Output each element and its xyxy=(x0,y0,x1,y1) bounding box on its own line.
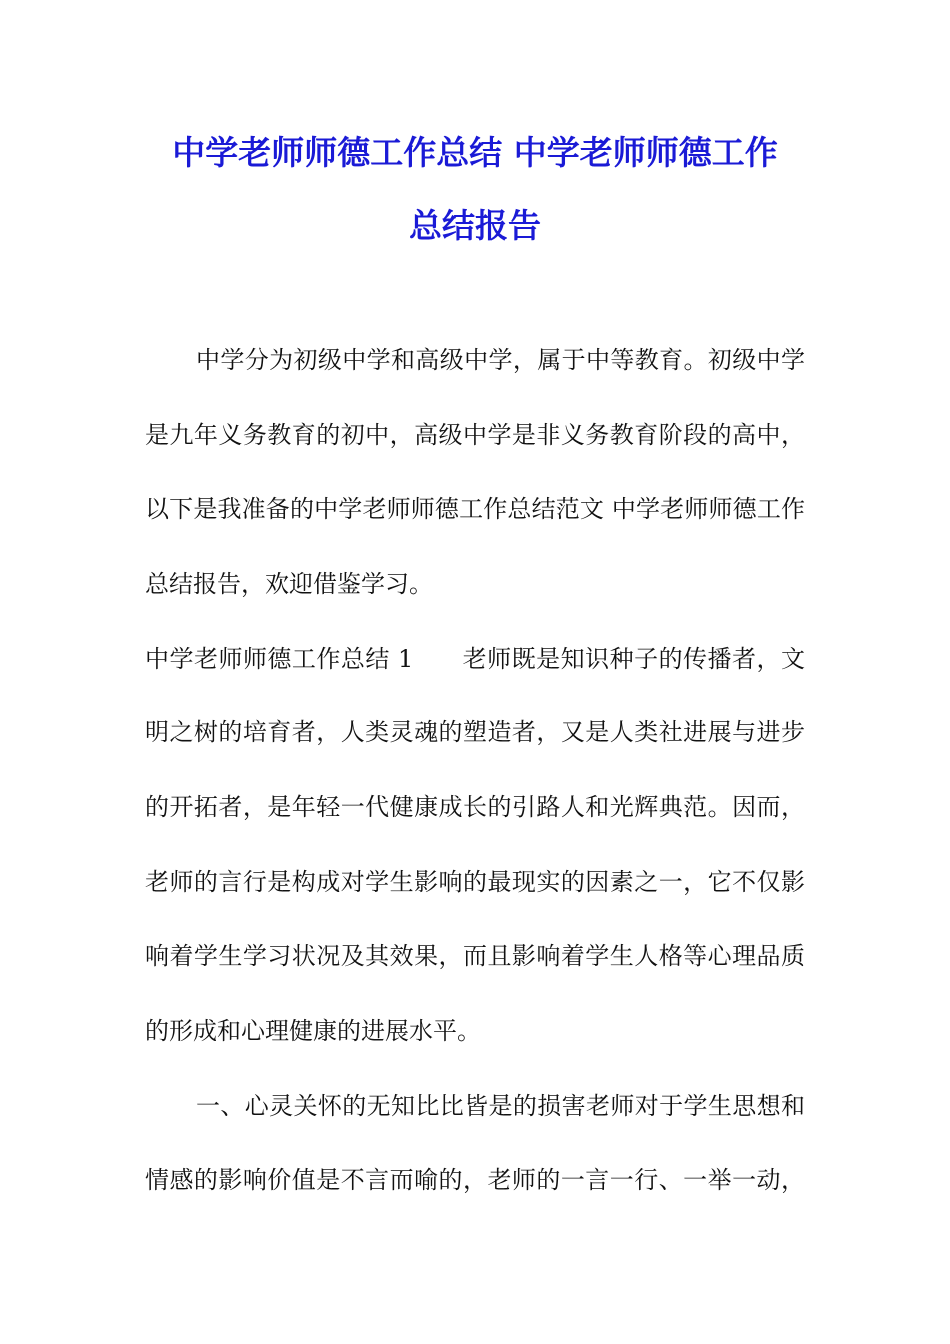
body-line: 以下是我准备的中学老师师德工作总结范文 中学老师师德工作 xyxy=(145,495,805,523)
body-line: 老师的言行是构成对学生影响的最现实的因素之一，它不仅影 xyxy=(145,868,805,896)
body-line: 是九年义务教育的初中，高级中学是非义务教育阶段的高中， xyxy=(145,421,805,449)
body-line: 一、心灵关怀的无知比比皆是的损害老师对于学生思想和 xyxy=(196,1092,805,1120)
body-line: 中学老师师德工作总结 1 老师既是知识种子的传播者，文 xyxy=(145,645,805,673)
body-line: 总结报告，欢迎借鉴学习。 xyxy=(145,570,433,598)
body-line: 的形成和心理健康的进展水平。 xyxy=(145,1017,481,1045)
body-line: 明之树的培育者，人类灵魂的塑造者，又是人类社进展与进步 xyxy=(145,718,805,746)
document-title-line-2: 总结报告 xyxy=(409,206,541,245)
document-title-line-1: 中学老师师德工作总结 中学老师师德工作 xyxy=(172,133,778,172)
body-line: 中学分为初级中学和高级中学，属于中等教育。初级中学 xyxy=(196,346,805,374)
body-line: 情感的影响价值是不言而喻的，老师的一言一行、一举一动， xyxy=(145,1166,805,1194)
body-line: 的开拓者，是年轻一代健康成长的引路人和光辉典范。因而， xyxy=(145,793,805,821)
body-line: 响着学生学习状况及其效果，而且影响着学生人格等心理品质 xyxy=(145,942,805,970)
